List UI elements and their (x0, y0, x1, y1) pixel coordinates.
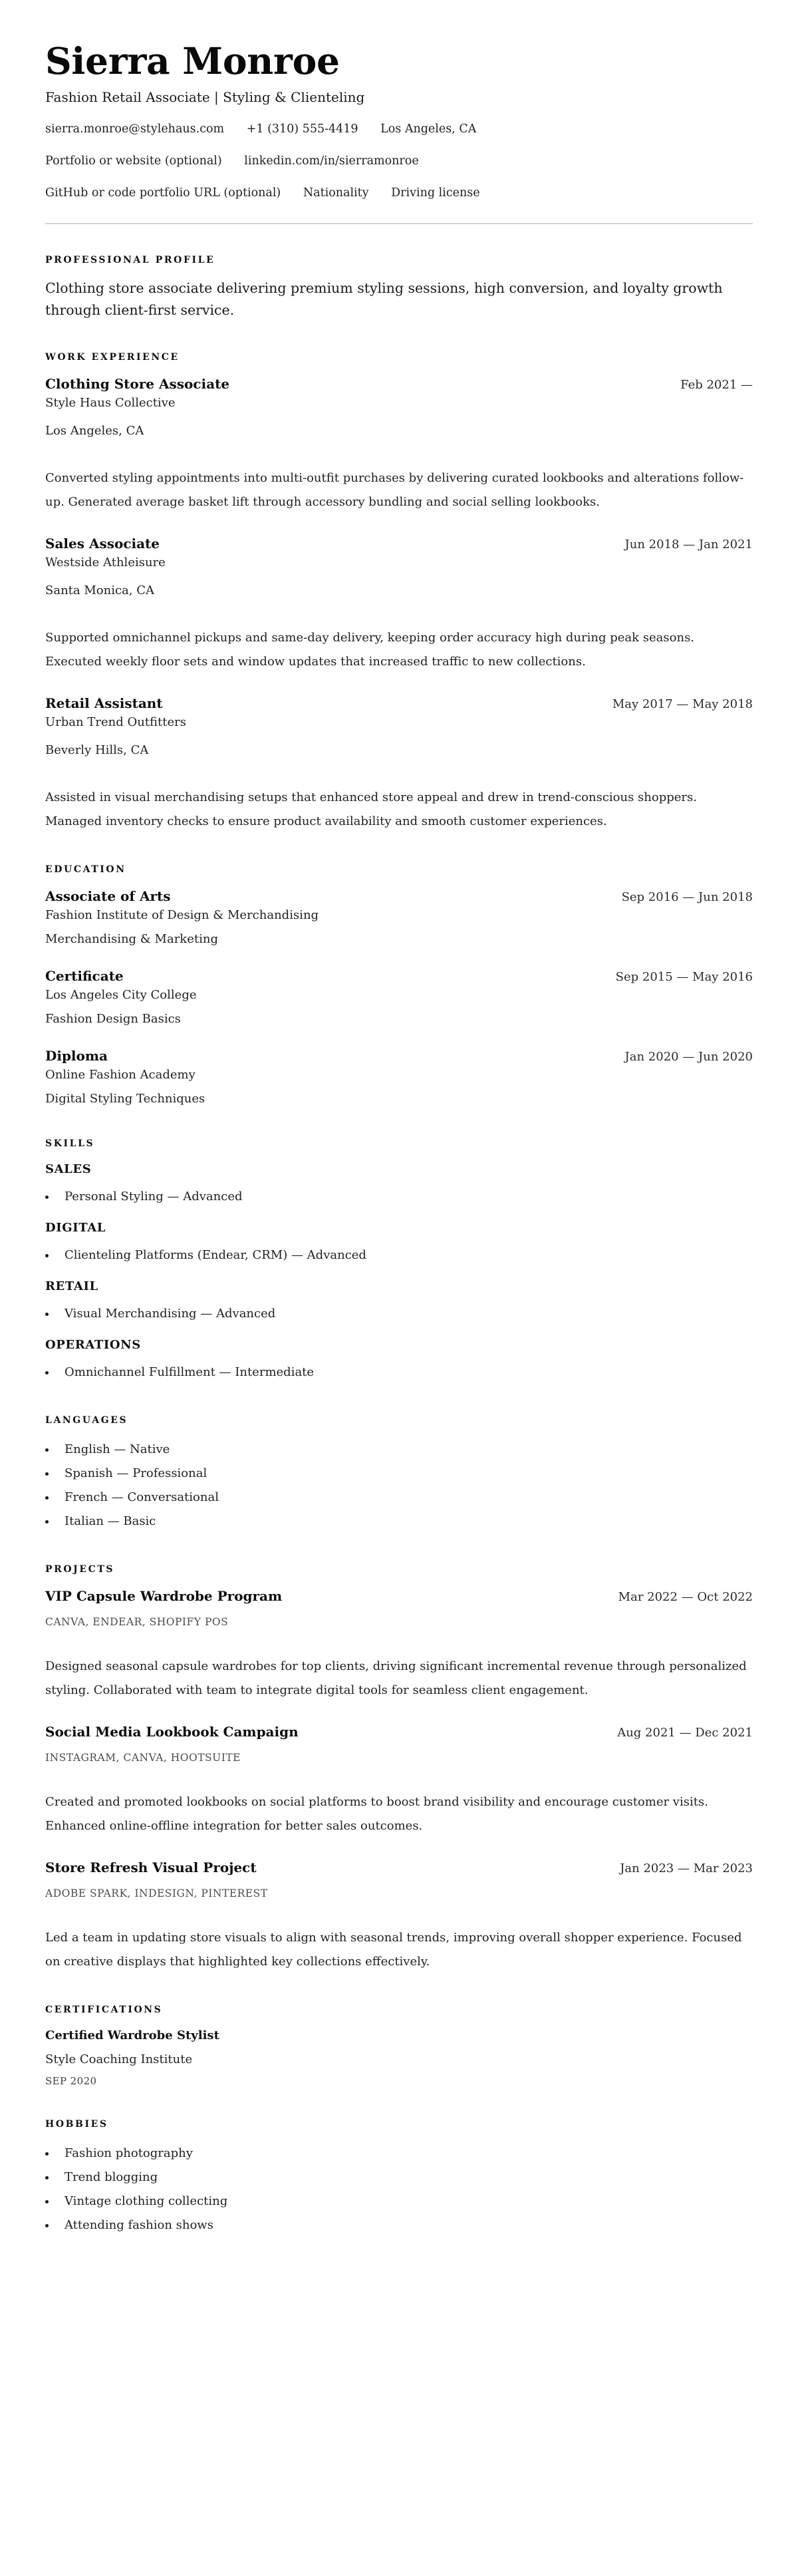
project-dates: Jan 2023 — Mar 2023 (620, 1861, 753, 1875)
company-name: Westside Athleisure (45, 556, 166, 569)
experience-entry (45, 375, 753, 514)
candidate-name: Sierra Monroe (45, 39, 340, 82)
skill-item: Visual Merchandising — Advanced (45, 1302, 753, 1326)
education-section (45, 863, 753, 1108)
project-name: VIP Capsule Wardrobe Program (45, 1588, 283, 1604)
contact-row (45, 153, 753, 169)
skill-group-title: DIGITAL (45, 1221, 106, 1235)
certification-issuer: Style Coaching Institute (45, 2052, 193, 2066)
section-title: PROJECTS (45, 1564, 115, 1575)
school-name: Los Angeles City College (45, 988, 197, 1002)
education-entry (45, 967, 753, 1028)
section-title: HOBBIES (45, 2119, 108, 2130)
certification-date: SEP 2020 (45, 2075, 97, 2087)
phone-link[interactable]: +1 (310) 555-4419 (246, 122, 358, 136)
company-name: Urban Trend Outfitters (45, 715, 186, 729)
language-item: Italian — Basic (45, 1510, 753, 1533)
education-dates: Sep 2015 — May 2016 (615, 970, 753, 984)
languages-section (45, 1414, 753, 1533)
project-dates: Mar 2022 — Oct 2022 (618, 1590, 753, 1604)
skill-item: Clienteling Platforms (Endear, CRM) — Advanced (45, 1243, 753, 1267)
hobby-list (45, 2142, 753, 2237)
project-name: Social Media Lookbook Campaign (45, 1724, 299, 1740)
hobby-item: Vintage clothing collecting (45, 2189, 753, 2213)
section-title: LANGUAGES (45, 1415, 128, 1426)
certification-name: Certified Wardrobe Stylist (45, 2028, 219, 2042)
degree-title: Associate of Arts (45, 888, 171, 904)
experience-section (45, 351, 753, 834)
section-title: EDUCATION (45, 864, 126, 875)
education-dates: Jan 2020 — Jun 2020 (624, 1050, 753, 1064)
skill-group-title: OPERATIONS (45, 1338, 141, 1352)
education-dates: Sep 2016 — Jun 2018 (621, 890, 753, 904)
contact-info (45, 121, 753, 201)
education-entry (45, 1046, 753, 1108)
profile-section (45, 253, 753, 321)
project-description: Designed seasonal capsule wardrobes for top clients, driving significant incremental revenue through personalized styling. Collaborated with team to integrate digital tools for seamless client engagement. (45, 1659, 747, 1697)
project-entry (45, 1858, 753, 1974)
hobby-item: Attending fashion shows (45, 2213, 753, 2237)
section-title: PROFESSIONAL PROFILE (45, 255, 215, 265)
job-dates: Feb 2021 — (680, 378, 753, 392)
job-location: Beverly Hills, CA (45, 743, 149, 757)
skill-group (45, 1161, 753, 1209)
language-item: Spanish — Professional (45, 1462, 753, 1486)
job-description: Converted styling appointments into multi-outfit purchases by delivering curated lookbooks and alterations follow-up. Generated average basket lift through accessory bundling and social selling lookbooks. (45, 471, 744, 509)
section-title: SKILLS (45, 1138, 95, 1149)
job-dates: May 2017 — May 2018 (612, 697, 753, 711)
skill-group-title: SALES (45, 1162, 92, 1176)
hobby-item: Fashion photography (45, 2142, 753, 2166)
degree-title: Diploma (45, 1048, 108, 1064)
skill-list (45, 1302, 753, 1326)
driving-license-text: Driving license (391, 186, 480, 200)
language-item: English — Native (45, 1438, 753, 1462)
education-entry (45, 887, 753, 948)
project-tech-stack: ADOBE SPARK, INDESIGN, PINTEREST (45, 1887, 268, 1899)
job-location: Los Angeles, CA (45, 424, 144, 438)
profile-summary: Clothing store associate delivering premium styling sessions, high conversion, and loyalty growth through client-first service. (45, 280, 723, 318)
project-tech-stack: CANVA, ENDEAR, SHOPIFY POS (45, 1616, 229, 1628)
nationality-text: Nationality (303, 186, 369, 200)
skill-group (45, 1219, 753, 1267)
hobbies-section (45, 2118, 753, 2237)
job-dates: Jun 2018 — Jan 2021 (624, 538, 753, 552)
linkedin-link[interactable]: linkedin.com/in/sierramonroe (244, 154, 419, 168)
contact-row (45, 121, 753, 137)
field-of-study: Digital Styling Techniques (45, 1092, 205, 1106)
job-title: Sales Associate (45, 536, 160, 552)
section-title: CERTIFICATIONS (45, 2005, 163, 2015)
job-location: Santa Monica, CA (45, 583, 154, 597)
certifications-section (45, 2003, 753, 2088)
degree-title: Certificate (45, 968, 124, 984)
project-entry (45, 1587, 753, 1702)
school-name: Online Fashion Academy (45, 1068, 196, 1082)
email-link[interactable]: sierra.monroe@stylehaus.com (45, 122, 225, 136)
job-description: Supported omnichannel pickups and same-day delivery, keeping order accuracy high during peak seasons. Executed weekly floor sets and window updates that increased traffic to new collections. (45, 631, 695, 669)
language-list (45, 1438, 753, 1533)
hobby-item: Trend blogging (45, 2166, 753, 2189)
candidate-headline: Fashion Retail Associate | Styling & Clienteling (45, 89, 365, 105)
project-description: Created and promoted lookbooks on social platforms to boost brand visibility and encourage customer visits. Enhanced online-offline integration for better sales outcomes. (45, 1795, 708, 1833)
skill-item: Personal Styling — Advanced (45, 1185, 753, 1209)
skill-group (45, 1278, 753, 1326)
skill-list (45, 1185, 753, 1209)
skill-list (45, 1361, 753, 1384)
projects-section (45, 1563, 753, 1974)
certification-entry (45, 2027, 753, 2088)
project-dates: Aug 2021 — Dec 2021 (617, 1726, 753, 1740)
field-of-study: Merchandising & Marketing (45, 932, 218, 946)
experience-entry (45, 534, 753, 674)
resume-header (45, 37, 753, 224)
header-divider (45, 223, 753, 224)
school-name: Fashion Institute of Design & Merchandising (45, 908, 319, 922)
contact-row (45, 185, 753, 201)
project-description: Led a team in updating store visuals to align with seasonal trends, improving overall shopper experience. Focused on creative displays that highlighted key collections effectively. (45, 1931, 742, 1969)
section-title: WORK EXPERIENCE (45, 352, 180, 363)
job-title: Clothing Store Associate (45, 376, 230, 392)
project-tech-stack: INSTAGRAM, CANVA, HOOTSUITE (45, 1752, 241, 1764)
skill-list (45, 1243, 753, 1267)
project-name: Store Refresh Visual Project (45, 1859, 257, 1875)
experience-entry (45, 694, 753, 834)
portfolio-link[interactable]: Portfolio or website (optional) (45, 154, 222, 168)
skill-item: Omnichannel Fulfillment — Intermediate (45, 1361, 753, 1384)
field-of-study: Fashion Design Basics (45, 1012, 181, 1026)
company-name: Style Haus Collective (45, 396, 176, 410)
skills-section (45, 1137, 753, 1384)
skill-group-title: RETAIL (45, 1279, 98, 1293)
job-title: Retail Assistant (45, 695, 163, 711)
language-item: French — Conversational (45, 1486, 753, 1510)
skill-group (45, 1337, 753, 1384)
github-link[interactable]: GitHub or code portfolio URL (optional) (45, 186, 281, 200)
location-text: Los Angeles, CA (380, 122, 477, 136)
project-entry (45, 1722, 753, 1838)
job-description: Assisted in visual merchandising setups that enhanced store appeal and drew in trend-conscious shoppers. Managed inventory checks to ensure product availability and smooth customer experiences. (45, 790, 697, 828)
